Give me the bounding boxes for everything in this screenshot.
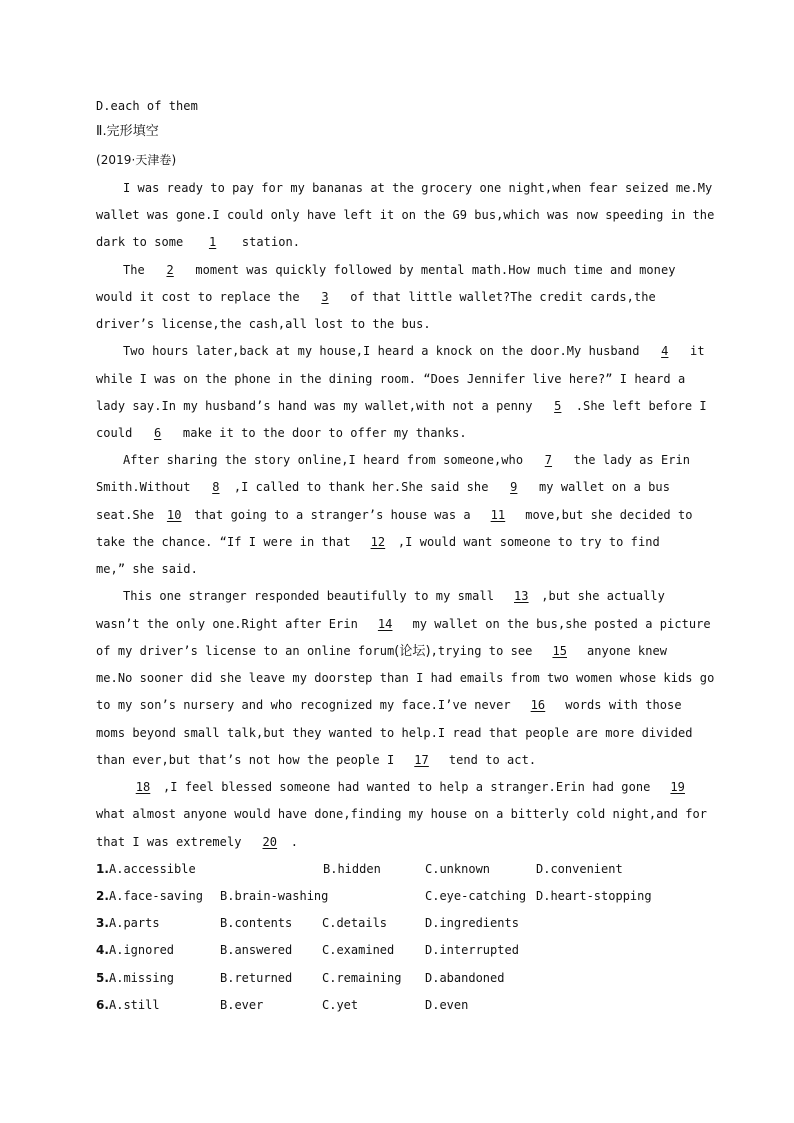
question-row [96,915,519,931]
text-span: ,I would want someone to try to find [397,535,660,549]
text-span: ,but she actually [541,589,665,603]
option-d: D.convenient [536,862,623,876]
blank-13: 13 [514,589,529,603]
passage-line [96,507,694,523]
blank-2: 2 [166,263,174,277]
passage-line [96,289,694,305]
option-c: C.remaining [322,971,402,985]
passage-line [96,752,694,768]
text-span: my wallet on the bus,she posted a picture [405,617,711,631]
question-row [96,942,519,958]
blank-5: 5 [554,399,562,413]
option-a: A.missing [109,971,175,985]
blank-7: 7 [544,453,553,467]
option-a: A.ignored [109,943,175,957]
section-title: Ⅱ.完形填空 [96,124,159,139]
text-span: The [123,263,153,277]
text-span: station. [234,235,301,249]
text-span: Two hours later,back at my house,I heard a knock on the door.My husband [123,344,647,358]
blank-12: 12 [370,535,386,549]
passage-line [96,425,694,441]
passage-line [96,834,694,850]
text-span: that going to a stranger’s house was a [194,508,478,522]
passage-line [96,234,694,250]
blank-4: 4 [661,344,669,358]
question-number: 6. [96,998,109,1012]
option-c: C.yet [322,998,359,1012]
blank-10: 10 [166,508,182,522]
text-span: would it cost to replace the [96,290,307,304]
passage-line [123,262,694,278]
blank-14: 14 [377,617,393,631]
text-span: than ever,but that’s not how the people I [96,753,402,767]
option-b: B.ever [220,998,264,1012]
blank-18: 18 [135,780,151,794]
text-span: This one stranger responded beautifully to my small [123,589,502,603]
option-c: C.examined [322,943,395,957]
option-c: C.details [322,916,388,930]
text-span: After sharing the story online,I heard from someone,who [123,453,531,467]
text-span: ,I called to thank her.She said she [233,480,496,494]
passage-line [96,479,694,495]
text-span: words with those [557,698,682,712]
blank-19: 19 [670,780,685,794]
option-d: D.interrupted [425,943,519,957]
passage-line [96,643,694,660]
option-d: D.abandoned [425,971,505,985]
passage-line: me,” she said. [96,562,198,576]
text-span: ,I feel blessed someone had wanted to help a stranger.Erin had gone [163,780,658,794]
text-span: .She left before I [575,399,707,413]
option-a: A.still [109,998,160,1012]
question-number: 5. [96,971,109,985]
option-b: B.answered [220,943,293,957]
passage-line: wallet was gone.I could only have left it on the G9 bus,which was now speeding in the [96,208,715,222]
text-span: . [290,835,299,849]
text-span: my wallet on a bus [531,480,670,494]
option-b: B.hidden [323,862,381,876]
passage-line [96,398,707,414]
passage-line [123,588,694,604]
passage-line [96,534,694,550]
passage-line [96,616,711,632]
question-row [96,861,623,877]
question-row [96,970,505,986]
text-span: the lady as Erin [566,453,691,467]
text-span: wasn’t the only one.Right after Erin [96,617,366,631]
option-d: D.ingredients [425,916,519,930]
question-row [96,888,652,904]
blank-20: 20 [262,835,278,849]
blank-9: 9 [510,480,518,494]
text-span: take the chance. “If I were in that [96,535,358,549]
text-span: ,trying to see [430,644,540,658]
blank-15: 15 [552,644,568,658]
text-span: anyone knew [579,644,668,658]
text-span: dark to some [96,235,191,249]
option-b: B.brain-washing [220,889,329,903]
question-number: 1. [96,862,109,876]
question-number: 3. [96,916,109,930]
passage-line [123,452,694,468]
text-span: move,but she decided to [517,508,693,522]
question-number: 2. [96,889,109,903]
option-a: A.face-saving [109,889,203,903]
text-span: could [96,426,140,440]
text-span: of my driver’s license to an online forum [96,644,395,658]
passage-line: what almost anyone would have done,finding my house on a bitterly cold night,and for [96,807,708,821]
text-span: to my son’s nursery and who recognized my face.I’ve never [96,698,518,712]
text-span: of that little wallet?The credit cards,the [342,290,656,304]
text-span: it [682,344,705,358]
source-label: (2019·天津卷) [96,153,177,167]
blank-6: 6 [154,426,162,440]
passage-line: I was ready to pay for my bananas at the grocery one night,when fear seized me.My [123,181,713,195]
option-c: C.unknown [425,862,491,876]
text-span: moment was quickly followed by mental math.How much time and money [188,263,676,277]
prev-option-d: D.each of them [96,99,198,113]
passage-line: while I was on the phone in the dining room. “Does Jennifer live here?” I heard a [96,372,686,386]
option-b: B.contents [220,916,293,930]
passage-line: moms beyond small talk,but they wanted to help.I read that people are more divided [96,726,693,740]
text-span: tend to act. [441,753,537,767]
question-number: 4. [96,943,109,957]
text-span: lady say.In my husband’s hand was my wallet,with not a penny [96,399,540,413]
passage-line [123,343,705,359]
blank-16: 16 [530,698,546,712]
blank-8: 8 [212,480,220,494]
question-row [96,997,469,1013]
passage-line [123,779,694,795]
blank-17: 17 [414,753,429,767]
text-span: (论坛) [394,644,431,659]
text-span: make it to the door to offer my thanks. [175,426,467,440]
option-a: A.parts [109,916,160,930]
blank-11: 11 [490,508,506,522]
text-span: Smith.Without [96,480,198,494]
option-b: B.returned [220,971,293,985]
option-c: C.eye-catching [425,889,527,903]
text-span: seat.She [96,508,155,522]
passage-line [96,697,694,713]
passage-line: driver’s license,the cash,all lost to the bus. [96,317,431,331]
passage-line: me.No sooner did she leave my doorstep than I had emails from two women whose kids go [96,671,715,685]
option-a: A.accessible [109,862,196,876]
blank-1: 1 [208,235,217,249]
blank-3: 3 [321,290,329,304]
text-span: that I was extremely [96,835,249,849]
option-d: D.heart-stopping [536,889,652,903]
option-d: D.even [425,998,469,1012]
